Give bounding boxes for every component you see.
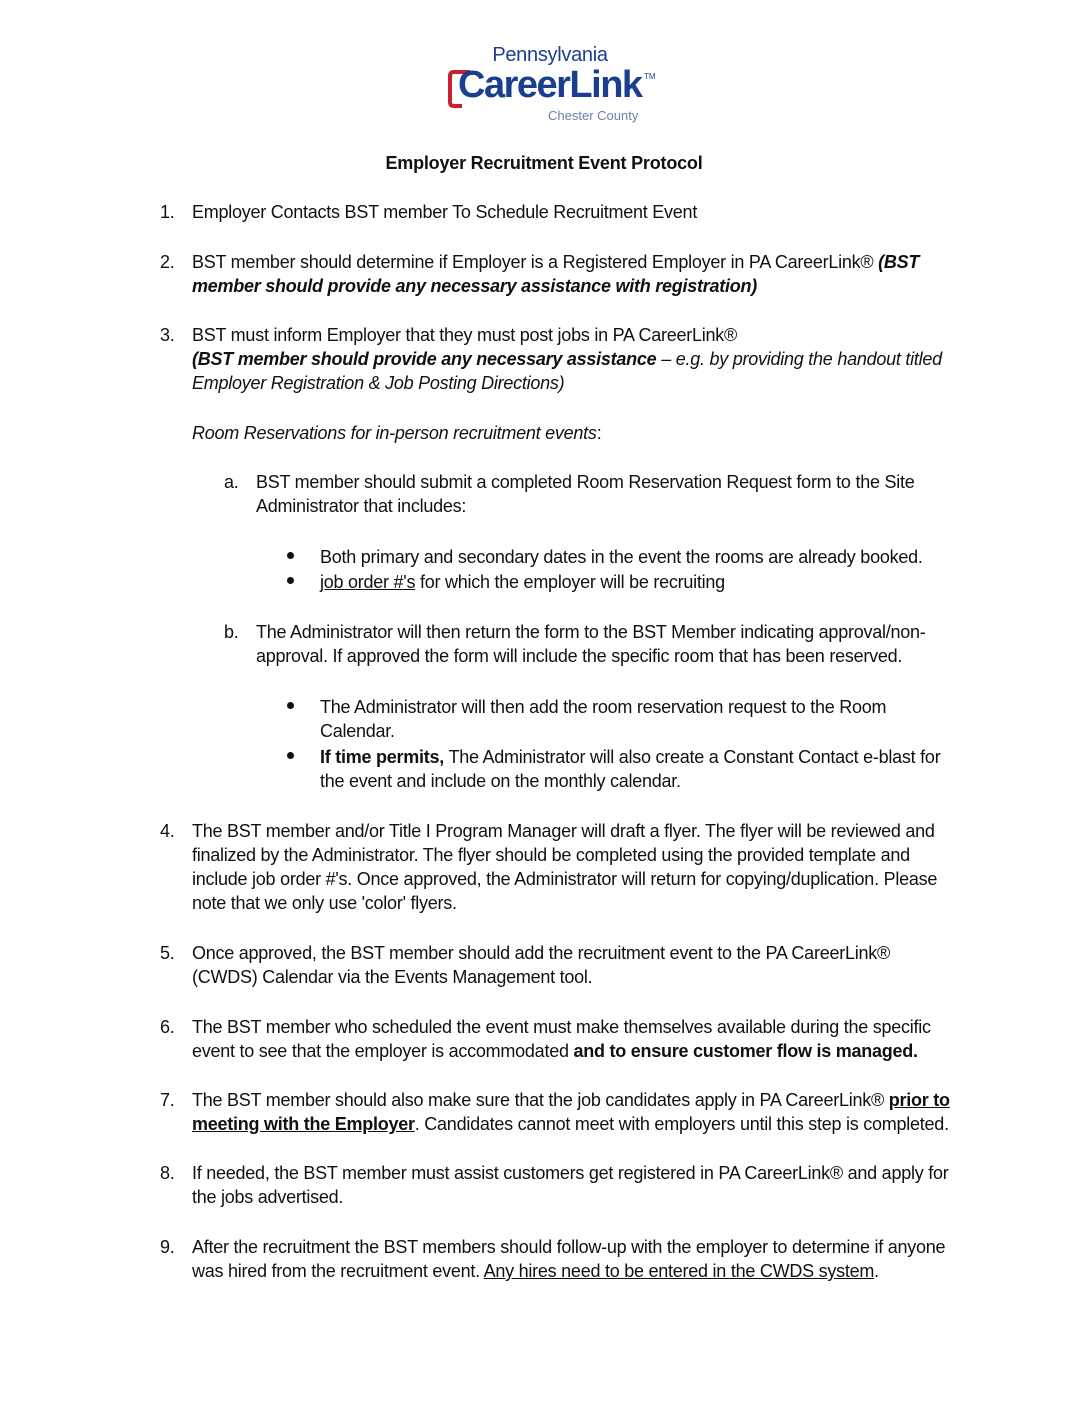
logo-trademark: TM: [644, 72, 656, 81]
step-number: 9.: [160, 1237, 175, 1257]
step-number: 8.: [160, 1163, 175, 1183]
step-2-note: member should provide any necessary assistance with registration): [192, 276, 757, 296]
substep-b-line-1: The Administrator will then return the form to the BST Member indicating approval/non-: [256, 622, 926, 642]
step-7-line-1: [192, 1088, 950, 1112]
step-7-line-2: [192, 1112, 949, 1136]
logo-brand-text: CareerLink: [458, 64, 642, 106]
substep-a-bullet-2: [320, 570, 725, 594]
step-2-note-open: (BST: [878, 252, 920, 272]
step-1-text: Employer Contacts BST member To Schedule Recruitment Event: [192, 202, 698, 222]
step-9-line-1: After the recruitment the BST members should follow-up with the employer to determine if anyone: [192, 1237, 946, 1257]
step-3-note-bold: (BST member should provide any necessary assistance: [192, 349, 657, 369]
step-3-text: BST must inform Employer that they must post jobs in PA CareerLink®: [192, 325, 738, 345]
step-4-line-4: note that we only use 'color' flyers.: [192, 893, 457, 913]
substep-b-line-2: approval. If approved the form will include the specific room that has been reserved.: [256, 646, 903, 666]
step-6-line-2-text: event to see that the employer is accommodated: [192, 1041, 574, 1061]
step-number: 4.: [160, 821, 175, 841]
step-3-note-line-2: Employer Registration & Job Posting Directions): [192, 373, 565, 393]
substep-b-bullet-1-line-1: The Administrator will then add the room reservation request to the Room: [320, 697, 887, 717]
room-reservations-colon: :: [596, 423, 602, 443]
step-9-line-2-end: .: [874, 1261, 879, 1281]
step-2-line-1: [192, 250, 919, 274]
step-number: 3.: [160, 325, 175, 345]
step-number: 2.: [160, 252, 175, 272]
step-7-line-1-text: The BST member should also make sure that the job candidates apply in PA CareerLink®: [192, 1090, 889, 1110]
step-4-line-3: include job order #'s. Once approved, the Administrator will return for copying/duplication. Please: [192, 869, 938, 889]
step-6-bold-text: and to ensure customer flow is managed.: [573, 1041, 918, 1061]
meeting-with-employer-emphasis: meeting with the Employer: [192, 1114, 415, 1134]
bullet-icon: [287, 552, 294, 559]
step-6-line-2: [192, 1039, 918, 1063]
room-reservations-heading: [192, 421, 601, 445]
bullet-icon: [287, 752, 294, 759]
step-number: 7.: [160, 1090, 175, 1110]
step-9-line-2: [192, 1259, 879, 1283]
substep-b-bullet-2-text: The Administrator will also create a Constant Contact e-blast for: [444, 747, 941, 767]
if-time-permits-bold: If time permits,: [320, 747, 445, 767]
cwds-entry-underlined: Any hires need to be entered in the CWDS system: [483, 1261, 875, 1281]
room-reservations-heading-text: Room Reservations for in-person recruitment events: [192, 423, 597, 443]
step-8-line-2: the jobs advertised.: [192, 1187, 344, 1207]
step-number: 6.: [160, 1017, 175, 1037]
logo-state-text: Pennsylvania: [492, 44, 608, 66]
job-order-underlined: job order #'s: [320, 572, 416, 592]
logo-county-text: Chester County: [548, 108, 639, 123]
step-4-line-1: The BST member and/or Title I Program Manager will draft a flyer. The flyer will be reviewed and: [192, 821, 935, 841]
bullet-icon: [287, 577, 294, 584]
step-6-line-1: The BST member who scheduled the event must make themselves available during the specific: [192, 1017, 931, 1037]
prior-to-emphasis: prior to: [888, 1090, 950, 1110]
substep-b-bullet-2-line-2: the event and include on the monthly calendar.: [320, 771, 681, 791]
substep-a-bullet-1: Both primary and secondary dates in the event the rooms are already booked.: [320, 547, 923, 567]
document-title: Employer Recruitment Event Protocol: [385, 153, 703, 173]
substep-letter: a.: [224, 472, 239, 492]
step-5-line-1: Once approved, the BST member should add the recruitment event to the PA CareerLink®: [192, 943, 890, 963]
step-3-note-rest: – e.g. by providing the handout titled: [656, 349, 942, 369]
step-5-line-2: (CWDS) Calendar via the Events Management tool.: [192, 967, 593, 987]
substep-b-bullet-2-line-1: [320, 745, 940, 769]
step-8-line-1: If needed, the BST member must assist customers get registered in PA CareerLink® and apply for: [192, 1163, 949, 1183]
substep-b-bullet-1-line-2: Calendar.: [320, 721, 395, 741]
step-3-note-line-1: [192, 347, 942, 371]
bullet-icon: [287, 702, 294, 709]
careerlink-logo: [440, 44, 660, 128]
step-2-text: BST member should determine if Employer is a Registered Employer in PA CareerLink®: [192, 252, 879, 272]
step-4-line-2: finalized by the Administrator. The flyer should be completed using the provided template and: [192, 845, 910, 865]
step-9-line-2-text: was hired from the recruitment event.: [192, 1261, 484, 1281]
step-7-line-2-text: . Candidates cannot meet with employers until this step is completed.: [414, 1114, 949, 1134]
substep-a-line-2: Administrator that includes:: [256, 496, 467, 516]
substep-a-line-1: BST member should submit a completed Room Reservation Request form to the Site: [256, 472, 915, 492]
substep-letter: b.: [224, 622, 239, 642]
substep-a-bullet-2-rest: for which the employer will be recruiting: [415, 572, 725, 592]
step-number: 5.: [160, 943, 175, 963]
step-number: 1.: [160, 202, 175, 222]
